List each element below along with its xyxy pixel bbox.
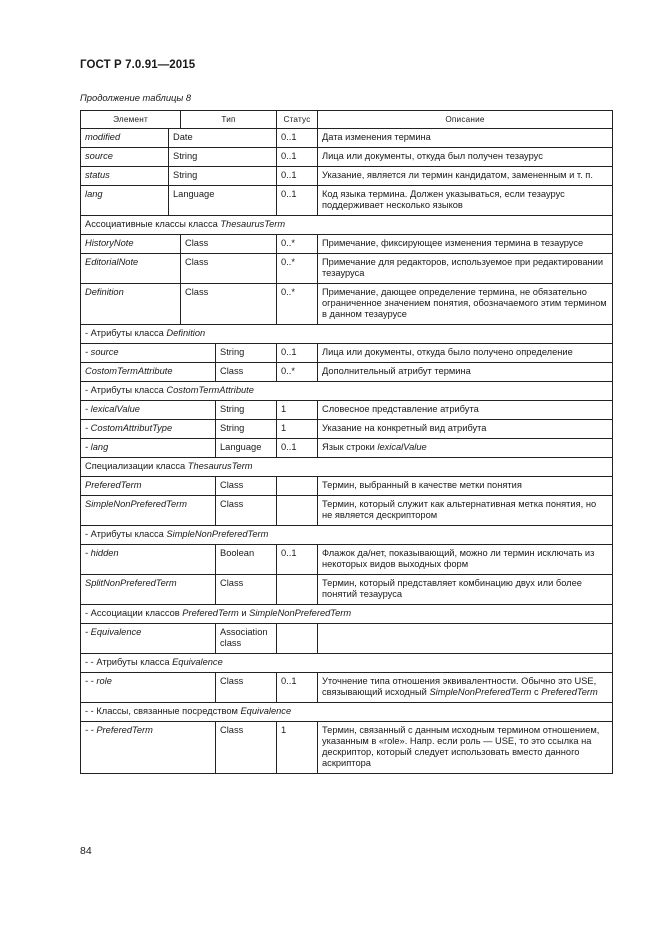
cell-description: Указание на конкретный вид атрибута [318, 420, 613, 439]
cell-status: 0..* [277, 363, 318, 382]
column-header-element: Элемент [81, 111, 181, 129]
cell-type: String [216, 401, 277, 420]
cell-element: SplitNonPreferedTerm [81, 575, 216, 605]
table-row [81, 439, 613, 458]
section-row [81, 325, 613, 344]
section-row [81, 654, 613, 673]
cell-status [277, 496, 318, 526]
cell-element: - hidden [81, 545, 216, 575]
column-header-status: Статус [277, 111, 318, 129]
table-row [81, 477, 613, 496]
table-row [81, 235, 613, 254]
cell-description: Язык строки lexicalValue [318, 439, 613, 458]
table-row [81, 129, 613, 148]
cell-status: 0..* [277, 235, 318, 254]
cell-status: 0..1 [277, 545, 318, 575]
cell-status: 1 [277, 722, 318, 774]
table-row [81, 284, 613, 325]
table-row [81, 344, 613, 363]
cell-status: 0..1 [277, 129, 318, 148]
section-title: - Атрибуты класса Definition [81, 325, 613, 344]
section-row [81, 216, 613, 235]
cell-type: Class [216, 363, 277, 382]
cell-description: Лица или документы, откуда был получен тезаурус [318, 148, 613, 167]
cell-description: Термин, выбранный в качестве метки понятия [318, 477, 613, 496]
table-row [81, 420, 613, 439]
cell-element: - lang [81, 439, 216, 458]
cell-element: source [81, 148, 169, 167]
table-header-row [81, 111, 613, 129]
table-row [81, 401, 613, 420]
section-row [81, 382, 613, 401]
spec-table [80, 110, 613, 774]
cell-type: Boolean [216, 545, 277, 575]
section-title: - Ассоциации классов PreferedTerm и SimpleNonPreferedTerm [81, 605, 613, 624]
column-header-type: Тип [181, 111, 277, 129]
cell-status: 1 [277, 420, 318, 439]
cell-element: - lexicalValue [81, 401, 216, 420]
table-caption: Продолжение таблицы 8 [80, 92, 192, 103]
cell-type: Class [216, 722, 277, 774]
cell-status: 0..1 [277, 186, 318, 216]
cell-status [277, 624, 318, 654]
cell-type: Class [216, 575, 277, 605]
cell-element: CostomTermAttribute [81, 363, 216, 382]
cell-type: Class [216, 477, 277, 496]
table-row [81, 148, 613, 167]
cell-description: Указание, является ли термин кандидатом, замененным и т. п. [318, 167, 613, 186]
cell-element: modified [81, 129, 169, 148]
table-row [81, 167, 613, 186]
cell-type: Language [216, 439, 277, 458]
cell-element: lang [81, 186, 169, 216]
cell-element: - CostomAttributType [81, 420, 216, 439]
table-row [81, 722, 613, 774]
cell-element: - Equivalence [81, 624, 216, 654]
cell-type: Class [181, 254, 277, 284]
table-row [81, 186, 613, 216]
cell-description: Примечание, дающее определение термина, не обязательно ограниченное значением понятия, обозначаемого этим термином в данном тезаурусе [318, 284, 613, 325]
cell-status: 0..1 [277, 673, 318, 703]
cell-description: Словесное представление атрибута [318, 401, 613, 420]
cell-element: PreferedTerm [81, 477, 216, 496]
cell-type: Class [216, 496, 277, 526]
section-title: Ассоциативные классы класса ThesaurusTerm [81, 216, 613, 235]
cell-description: Код языка термина. Должен указываться, если тезаурус поддерживает несколько языков [318, 186, 613, 216]
cell-description: Дата изменения термина [318, 129, 613, 148]
cell-description: Лица или документы, откуда было получено определение [318, 344, 613, 363]
section-row [81, 458, 613, 477]
table-row [81, 254, 613, 284]
cell-description: Примечание, фиксирующее изменения термина в тезаурусе [318, 235, 613, 254]
cell-type: Class [216, 673, 277, 703]
cell-status: 0..1 [277, 344, 318, 363]
cell-type: Class [181, 235, 277, 254]
cell-status [277, 477, 318, 496]
cell-element: SimpleNonPreferedTerm [81, 496, 216, 526]
table-row [81, 363, 613, 382]
cell-status: 0..* [277, 254, 318, 284]
section-title: - Атрибуты класса CostomTermAttribute [81, 382, 613, 401]
cell-element: EditorialNote [81, 254, 181, 284]
page-number: 84 [80, 845, 92, 857]
table-row [81, 624, 613, 654]
cell-type: String [216, 420, 277, 439]
cell-element: status [81, 167, 169, 186]
cell-type: String [216, 344, 277, 363]
section-row [81, 703, 613, 722]
column-header-description: Описание [318, 111, 613, 129]
cell-description: Уточнение типа отношения эквивалентности. Обычно это USE, связывающий исходный SimpleNonPreferedTerm с PreferedTerm [318, 673, 613, 703]
section-row [81, 605, 613, 624]
cell-element: Definition [81, 284, 181, 325]
cell-description: Флажок да/нет, показывающий, можно ли термин исключать из некоторых видов выходных форм [318, 545, 613, 575]
table-row [81, 673, 613, 703]
cell-description: Термин, который служит как альтернативная метка понятия, но не является дескриптором [318, 496, 613, 526]
cell-element: - source [81, 344, 216, 363]
cell-element: HistoryNote [81, 235, 181, 254]
cell-type: Date [169, 129, 277, 148]
section-title: - - Классы, связанные посредством Equivalence [81, 703, 613, 722]
table-row [81, 575, 613, 605]
cell-status: 0..1 [277, 148, 318, 167]
cell-description [318, 624, 613, 654]
cell-description: Примечание для редакторов, используемое при редактировании тезауруса [318, 254, 613, 284]
cell-type: String [169, 148, 277, 167]
section-row [81, 526, 613, 545]
cell-status: 0..1 [277, 167, 318, 186]
cell-status: 0..* [277, 284, 318, 325]
table-row [81, 545, 613, 575]
document-number: ГОСТ Р 7.0.91—2015 [80, 59, 196, 71]
cell-type: String [169, 167, 277, 186]
section-title: Специализации класса ThesaurusTerm [81, 458, 613, 477]
section-title: - - Атрибуты класса Equivalence [81, 654, 613, 673]
cell-status [277, 575, 318, 605]
cell-type: Association class [216, 624, 277, 654]
section-title: - Атрибуты класса SimpleNonPreferedTerm [81, 526, 613, 545]
cell-description: Дополнительный атрибут термина [318, 363, 613, 382]
cell-description: Термин, связанный с данным исходным термином отношением, указанным в «role». Напр. если роль — USE, то это ссылка на дескриптор, который следует использовать вместо данного аскриптора [318, 722, 613, 774]
cell-type: Language [169, 186, 277, 216]
cell-type: Class [181, 284, 277, 325]
cell-element: - - PreferedTerm [81, 722, 216, 774]
cell-status: 0..1 [277, 439, 318, 458]
cell-element: - - role [81, 673, 216, 703]
cell-status: 1 [277, 401, 318, 420]
cell-description: Термин, который представляет комбинацию двух или более понятий тезауруса [318, 575, 613, 605]
table-row [81, 496, 613, 526]
